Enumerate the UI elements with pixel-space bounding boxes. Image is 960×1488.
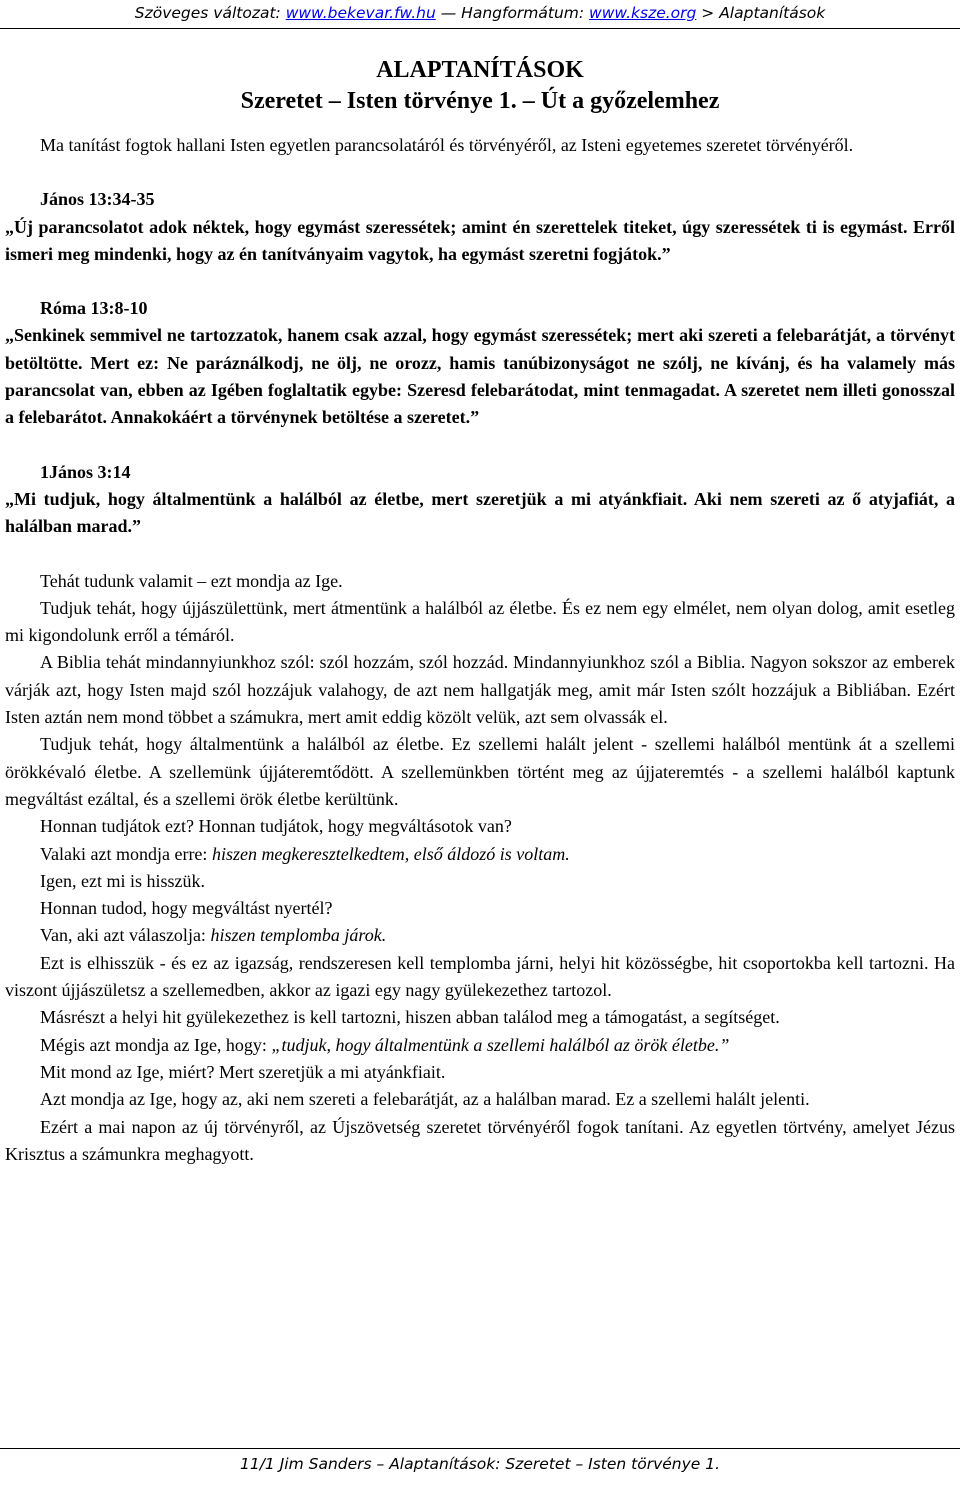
paragraph: Ezért a mai napon az új törvényről, az Újszövetség szeretet törvényéről fogok tanítani. Az egyetlen törtvény, amelyet Jézus Krisztus a számunkra meghagyott.	[5, 1116, 955, 1164]
paragraph: A Biblia tehát mindannyiunkhoz szól: szól hozzám, szól hozzád. Mindannyiunkhoz szól a Biblia. Nagyon sokszor az emberek várják azt, hogy Isten majd szól hozzájuk valahogy, de azt nem hallgatják meg, amit már Isten szólt hozzájuk a Bibliában. Ezért Isten aztán nem mond többet a számukra, mert amit eddig közölt velük, azt sem olvassák el.	[5, 652, 955, 728]
paragraph: Azt mondja az Ige, hogy az, aki nem szereti a felebarátját, az a halálban marad. Ez a szellemi halált jelenti.	[40, 1089, 810, 1110]
title-line-2: Szeretet – Isten törvénye 1. – Út a győzelemhez	[240, 88, 720, 114]
paragraph-italic: „tudjuk, hogy általmentünk a szellemi halálból az örök életbe.”	[271, 1034, 730, 1055]
paragraph: Honnan tudjátok ezt? Honnan tudjátok, hogy megváltásotok van?	[40, 816, 512, 837]
paragraph: Ezt is elhisszük - és ez az igazság, rendszeresen kell templomba járni, helyi hit közösségbe, hit csoportokba kell tartozni. Ha viszont újjászületsz a szellemedben, akkor az igazi egy nagy gyülekezethez tartozol.	[5, 952, 955, 1001]
paragraph	[5, 841, 955, 868]
paragraph: Mit mond az Ige, miért? Mert szeretjük a mi atyánkfiait.	[40, 1061, 446, 1082]
paragraph-italic: hiszen templomba járok.	[210, 925, 387, 946]
bekevar-link[interactable]: www.bekevar.fw.hu	[285, 4, 436, 22]
page-header	[0, 0, 960, 34]
paragraph-text: Valaki azt mondja erre:	[40, 843, 212, 864]
verse-3-text: „Mi tudjuk, hogy általmentünk a halálból az életbe, mert szeretjük a mi atyánkfiait. Aki nem szereti az ő atyjafiát, a halálban marad.”	[5, 488, 955, 537]
paragraph: Igen, ezt mi is hisszük.	[40, 870, 205, 891]
paragraph	[5, 1032, 955, 1059]
paragraph: Tehát tudunk valamit – ezt mondja az Ige.	[40, 570, 343, 591]
paragraph: Másrészt a helyi hit gyülekezethez is kell tartozni, hiszen abban találod meg a támogatást, a segítséget.	[40, 1007, 780, 1028]
verse-2-ref: Róma 13:8-10	[40, 298, 148, 319]
intro-paragraph: Ma tanítást fogtok hallani Isten egyetlen parancsolatáról és törvényéről, az Isteni egyetemes szeretet törvényéről.	[40, 135, 854, 155]
page-footer	[0, 1448, 960, 1473]
verse-1-text: „Új parancsolatot adok néktek, hogy egymást szeressétek; amint én szerettelek titeket, úgy szeressétek ti is egymást. Erről ismeri meg mindenki, hogy az én tanítványaim vagytok, ha egymást szeretni fogjátok.”	[5, 216, 955, 264]
header-rule	[0, 28, 960, 29]
ksze-link[interactable]: www.ksze.org	[589, 4, 697, 22]
paragraph-text: Mégis azt mondja az Ige, hogy:	[40, 1034, 272, 1055]
title-line-1: ALAPTANÍTÁSOK	[376, 57, 584, 83]
paragraph	[5, 922, 955, 949]
document-body	[5, 55, 955, 1168]
verse-1-ref: János 13:34-35	[40, 189, 155, 210]
footer-text: 11/1 Jim Sanders – Alaptanítások: Szeretet – Isten törvénye 1.	[239, 1455, 721, 1473]
header-suffix: > Alaptanítások	[696, 4, 826, 22]
header-mid: — Hangformátum:	[435, 4, 590, 22]
paragraph: Tudjuk tehát, hogy újjászülettünk, mert átmentünk a halálból az életbe. És ez nem egy elmélet, nem olyan dolog, amit esetleg mi kigondolunk erről a témáról.	[5, 597, 955, 646]
paragraph: Tudjuk tehát, hogy általmentünk a halálból az életbe. Ez szellemi halált jelent - szellemi halálból mentünk át a szellemi örökkévaló életbe. A szellemünk újjáteremtődött. A szellemünkben történt meg az újjateremtés - a szellemi halálból kaptunk megváltást ezáltal, és a szellemi örök életbe kerültünk.	[5, 734, 955, 809]
verse-3-ref: 1János 3:14	[40, 461, 131, 482]
footer-rule	[0, 1448, 960, 1449]
paragraph: Honnan tudod, hogy megváltást nyertél?	[40, 898, 333, 919]
header-prefix: Szöveges változat:	[134, 4, 286, 22]
verse-2-text: „Senkinek semmivel ne tartozzatok, hanem csak azzal, hogy egymást szeressétek; mert aki szereti a felebarátját, a törvényt betöltötte. Mert ez: Ne paráználkodj, ne ölj, ne orozz, hamis tanúbizonyságot ne szólj, ne kívánj, és ha valamely más parancsolat van, ebben az Igében foglaltatik egybe: Szeresd felebarátodat, mint tenmagadat. A szeretet nem illeti gonosszal a felebarátot. Annakokáért a törvénynek betöltése a szeretet.”	[5, 325, 955, 428]
paragraph-italic: hiszen megkeresztelkedtem, első áldozó is voltam.	[211, 843, 570, 864]
paragraph-text: Van, aki azt válaszolja:	[40, 925, 211, 946]
